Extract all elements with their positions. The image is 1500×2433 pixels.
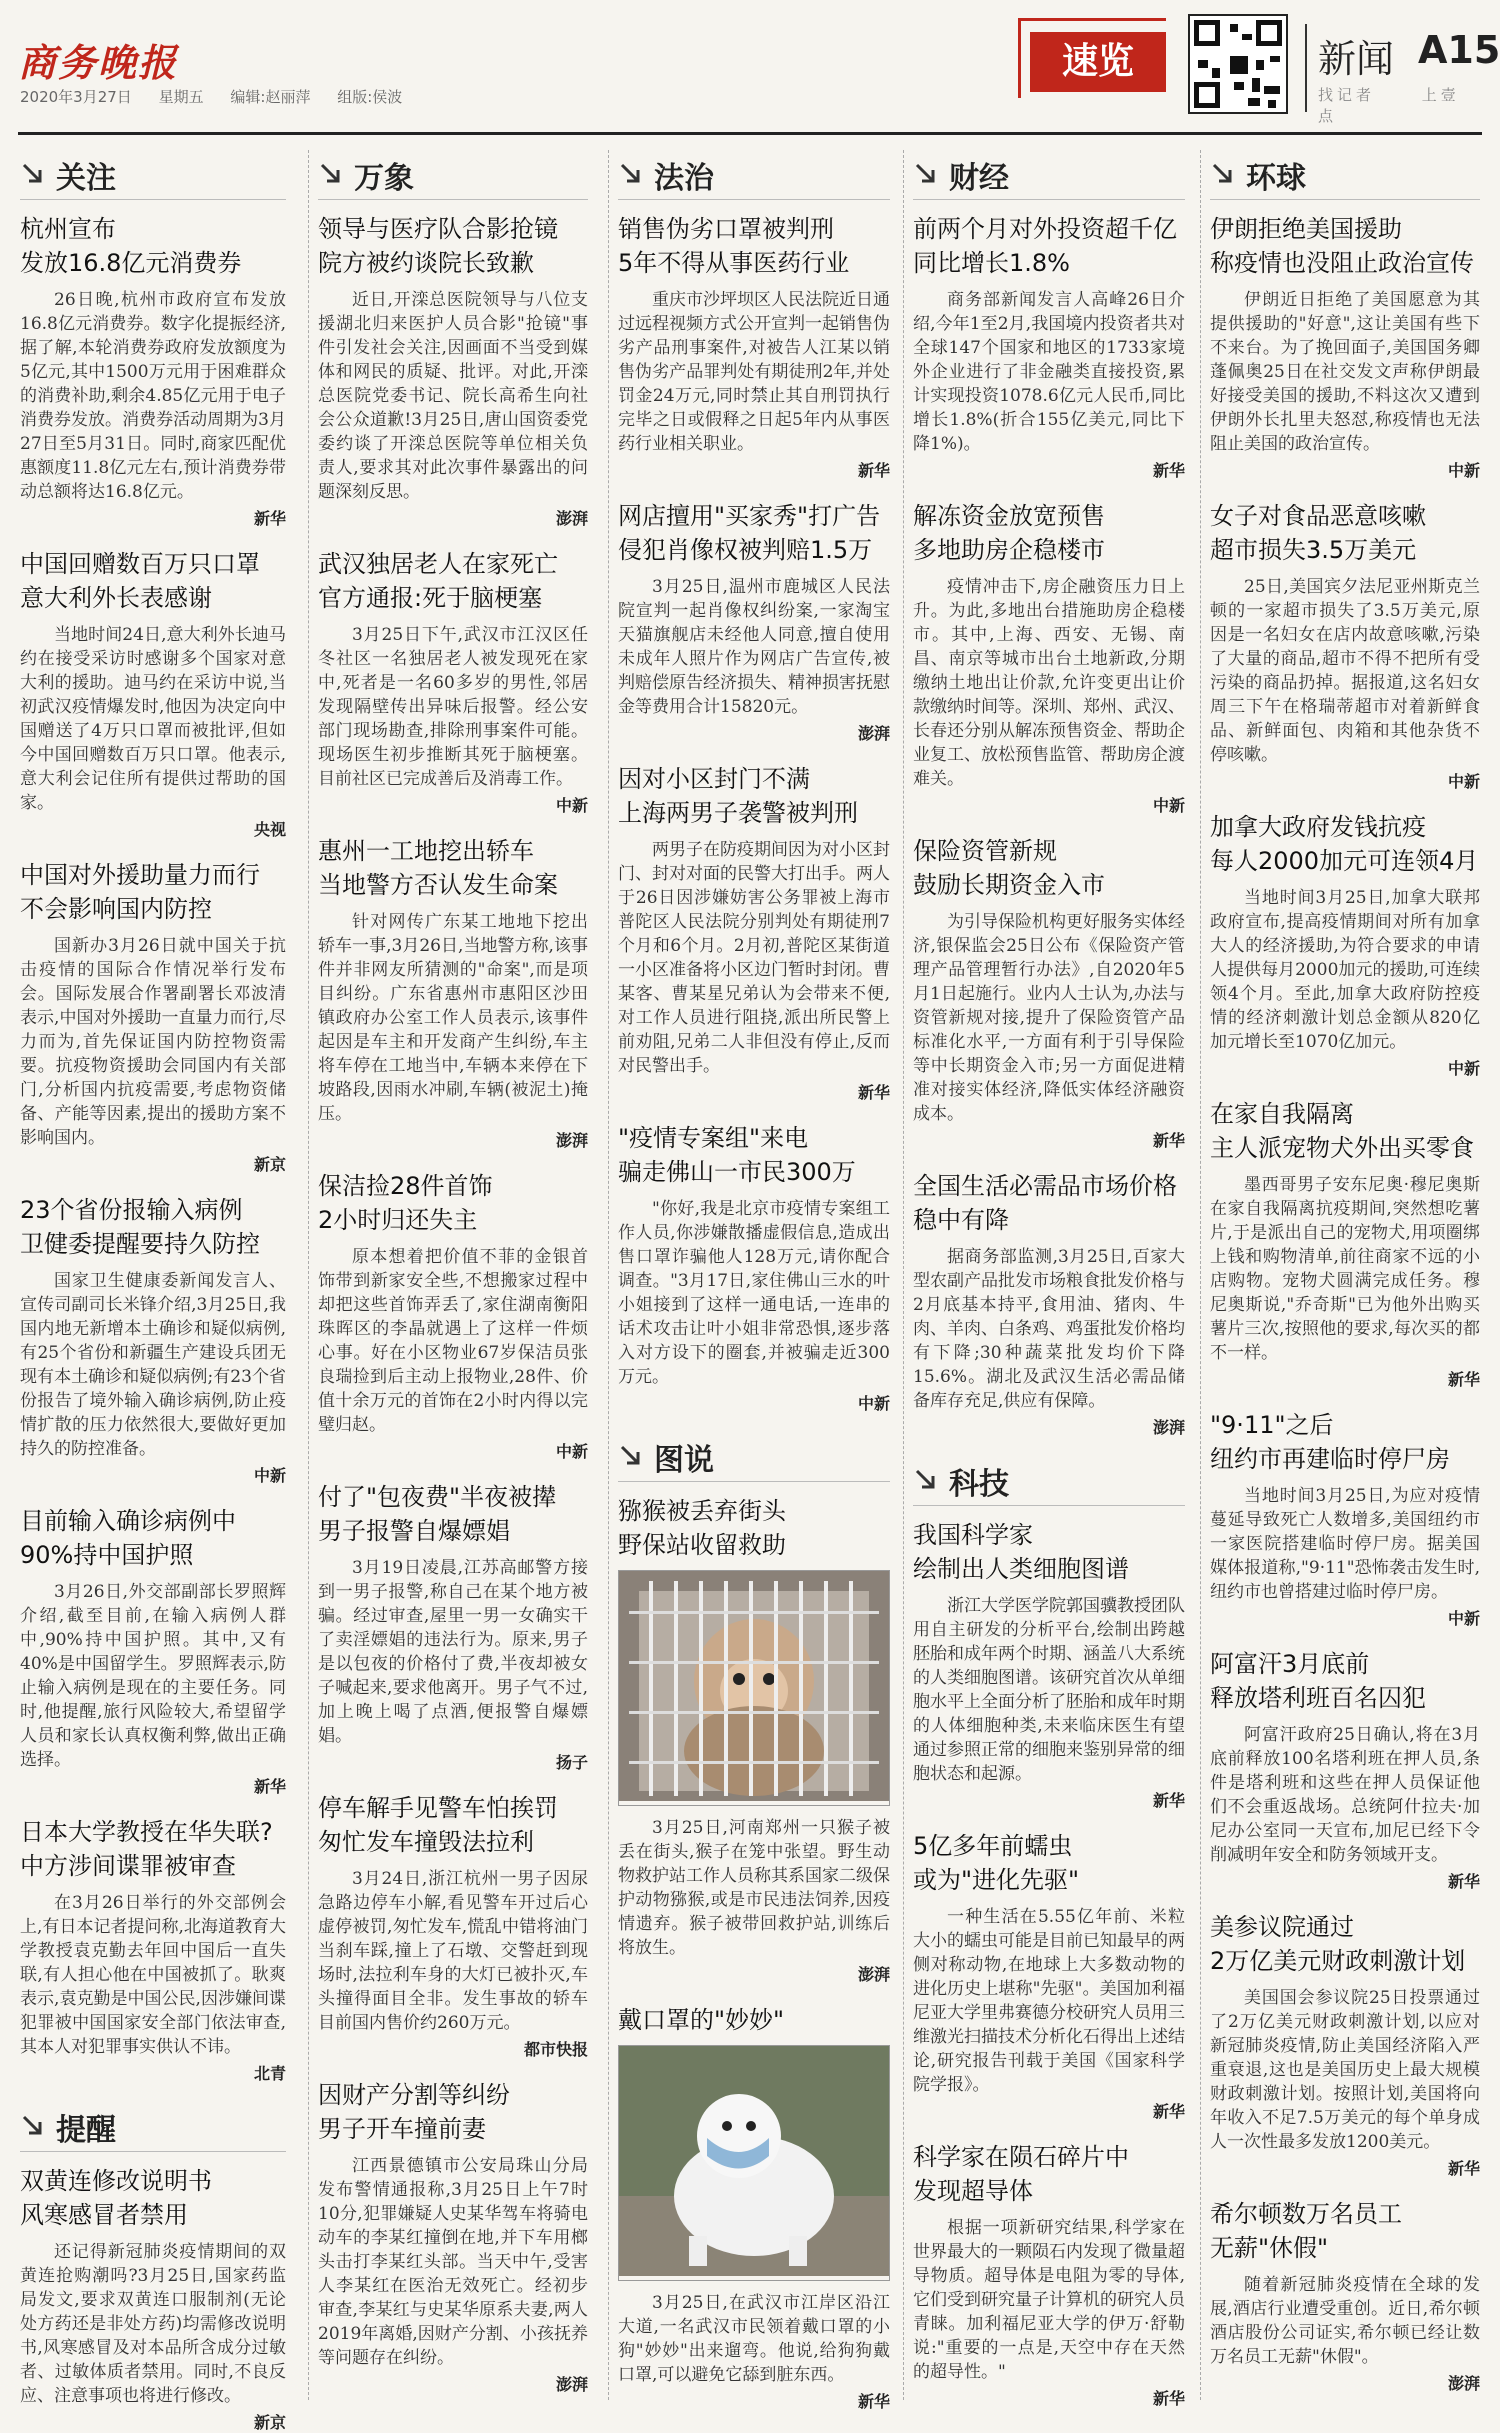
news-column: [618, 150, 890, 2411]
article-source: 中新: [253, 1466, 286, 1485]
article-body: 疫情冲击下,房企融资压力日上升。为此,多地出台措施助房企稳楼市。其中,上海、西安、无锡、南昌、南京等城市出台土地新政,分期缴纳土地出让价款,允许变更出让价款缴纳时间等。深圳、郑州、武汉、长春还分别从解冻预售资金、帮助企业复工、放松预售监管、帮助房企渡难关。: [913, 577, 1185, 789]
headline-line: 超市损失3.5万美元: [1210, 536, 1417, 564]
headline-line: 日本大学教授在华失联?: [20, 1818, 273, 1846]
section-label: 提醒: [56, 2112, 116, 2148]
headline-line: 发放16.8亿元消费券: [20, 249, 242, 277]
headline[interactable]: [318, 834, 588, 902]
headline-line: 2万亿美元财政刺激计划: [1210, 1947, 1466, 1975]
news-column: [318, 150, 588, 2400]
section-header: [318, 150, 588, 200]
layout-credit: 组版:侯波: [337, 88, 403, 106]
masthead-rule: [18, 132, 1482, 136]
article-source: 澎湃: [1447, 2374, 1480, 2393]
article: [20, 547, 286, 840]
article-source: 新华: [1152, 2389, 1185, 2408]
photo-source: 新华: [857, 2392, 890, 2411]
article-body: 一种生活在5.55亿年前、米粒大小的蠕虫可能是目前已知最早的两侧对称动物,在地球上大多数动物的进化历史上堪称"先驱"。美国加利福尼亚大学里弗赛德分校研究人员用三维激光扫描技术分析化石得出上述结论,研究报告刊载于美国《国家科学院学报》。: [913, 1907, 1185, 2095]
article-body: 美国国会参议院25日投票通过了2万亿美元财政刺激计划,以应对新冠肺炎疫情,防止美国经济陷入严重衰退,这也是美国历史上最大规模财政刺激计划。按照计划,美国将向年收入不足7.5万美元的每个单身成人一次性最多发放1200美元。: [1210, 1988, 1480, 2152]
article: [618, 212, 890, 481]
headline-line: 伊朗拒绝美国援助: [1210, 215, 1402, 243]
article: [318, 1480, 588, 1773]
section-label: 环球: [1246, 160, 1306, 196]
headline[interactable]: [618, 499, 890, 567]
headline-line: 领导与医疗队合影抢镜: [318, 215, 558, 243]
photo-story: [618, 2003, 890, 2412]
headline-line: 侵犯肖像权被判赔1.5万: [618, 536, 873, 564]
article: [318, 1169, 588, 1462]
headline-line: 我国科学家: [913, 1521, 1033, 1549]
issue-info: [20, 86, 424, 107]
arrow-icon: [913, 161, 941, 189]
dog-photo[interactable]: [618, 2045, 890, 2281]
headline-line: 在家自我隔离: [1210, 1100, 1354, 1128]
article: [913, 1518, 1185, 1811]
arrow-icon: [913, 1467, 941, 1495]
article-body: 3月19日凌晨,江苏高邮警方接到一男子报警,称自己在某个地方被骗。经过审查,屋里一男一女确实干了卖淫嫖娼的违法行为。原来,男子是以包夜的价格付了费,半夜却被女子喊起来,要求他离开。男子气不过,加上晚上喝了点酒,便报警自爆嫖娼。: [318, 1558, 588, 1746]
article: [20, 2164, 286, 2433]
monkey-photo[interactable]: [618, 1570, 890, 1806]
headline-line: 不会影响国内防控: [20, 895, 212, 923]
headline-line: 风寒感冒者禁用: [20, 2201, 188, 2229]
article: [913, 1169, 1185, 1438]
headline[interactable]: [913, 834, 1185, 902]
article-body: 墨西哥男子安东尼奥·穆尼奥斯在家自我隔离抗疫期间,突然想吃薯片,于是派出自己的宠物犬,用项圈绑上钱和购物清单,前往商家不远的小店购物。宠物犬圆满完成任务。穆尼奥斯说,"乔奇斯"已为他外出购买薯片三次,按照他的要求,每次买的都不一样。: [1210, 1175, 1480, 1363]
article-source: 北青: [253, 2064, 286, 2083]
headline-line: 因对小区封门不满: [618, 765, 810, 793]
article-body: 阿富汗政府25日确认,将在3月底前释放100名塔利班在押人员,条件是塔利班和这些在押人员保证他们不会重返战场。总统阿什拉夫·加尼办公室同一天宣布,加尼已经下令削减明年安全和防务领域开支。: [1210, 1725, 1480, 1865]
article: [20, 858, 286, 1175]
article: [618, 1121, 890, 1414]
article-source: 央视: [253, 820, 286, 839]
headline-line: 保险资管新规: [913, 837, 1057, 865]
headline-line: 前两个月对外投资超千亿: [913, 215, 1177, 243]
article-source: 中新: [857, 1394, 890, 1413]
section-label: 关注: [56, 160, 116, 196]
article: [1210, 1408, 1480, 1629]
article-body: 近日,开滦总医院领导与八位支援湖北归来医护人员合影"抢镜"事件引发社会关注,因画面不当受到媒体和网民的质疑、批评。对此,开滦总医院党委书记、院长高希生向社会公众道歉!3月25日,唐山国资委党委约谈了开滦总医院等单位相关负责人,要求其对此次事件暴露出的问题深刻反思。: [318, 290, 588, 502]
headline[interactable]: [913, 499, 1185, 567]
headline-line: 男子报警自爆嫖娼: [318, 1517, 510, 1545]
article-body: 3月25日,温州市鹿城区人民法院宣判一起肖像权纠纷案,一家淘宝天猫旗舰店未经他人同意,擅自使用未成年人照片作为网店广告宣传,被判赔偿原告经济损失、精神损害抚慰金等费用合计15820元。: [618, 577, 890, 717]
headline-line: 当地警方否认发生命案: [318, 871, 558, 899]
article-body: 针对网传广东某工地地下挖出轿车一事,3月26日,当地警方称,该事件并非网友所猜测的"命案",而是项目纠纷。广东省惠州市惠阳区沙田镇政府办公室工作人员表示,该事件起因是车主和开发商产生纠纷,车主将车停在工地当中,车辆本来停在下坡路段,因雨水冲刷,车辆(被泥土)掩压。: [318, 912, 588, 1124]
article: [913, 2140, 1185, 2409]
news-column: [20, 150, 286, 2432]
article-source: 新华: [1152, 2102, 1185, 2121]
article-body: 重庆市沙坪坝区人民法院近日通过远程视频方式公开宣判一起销售伪劣产品刑事案件,对被告人江某以销售伪劣产品罪判处有期徒刑2年,并处罚金24万元,同时禁止其自刑罚执行完毕之日或假释之日起5年内从事医药行业相关职业。: [618, 290, 890, 454]
headline-line: 因财产分割等纠纷: [318, 2081, 510, 2109]
headline[interactable]: [1210, 212, 1480, 280]
headline[interactable]: [618, 212, 890, 280]
headline-line: 双黄连修改说明书: [20, 2167, 212, 2195]
article: [1210, 1647, 1480, 1892]
headline-line: 目前输入确诊病例中: [20, 1507, 236, 1535]
quick-read-badge: 速览: [1030, 32, 1166, 92]
headline[interactable]: [20, 1193, 286, 1261]
news-column: [1210, 150, 1480, 2400]
article-source: 新华: [253, 509, 286, 528]
section-label: 万象: [354, 160, 414, 196]
article-source: 新华: [857, 1083, 890, 1102]
headline-line: 每人2000加元可连领4月: [1210, 847, 1479, 875]
article-source: 新京: [253, 2413, 286, 2432]
headline-line: 加拿大政府发钱抗疫: [1210, 813, 1426, 841]
article-body: 国家卫生健康委新闻发言人、宣传司副司长米锋介绍,3月25日,我国内地无新增本土确诊和疑似病例,有25个省份和新疆生产建设兵团无现有本土确诊和疑似病例;有23个省份报告了境外输入确诊病例,防止疫情扩散的压力依然很大,要做好更加持久的防控准备。: [20, 1271, 286, 1459]
headline-line: "疫情专案组"来电: [618, 1124, 809, 1152]
article: [618, 762, 890, 1103]
arrow-icon: [1210, 161, 1238, 189]
section-label: 科技: [949, 1466, 1009, 1502]
article-body: 浙江大学医学院郭国骥教授团队用自主研发的分析平台,绘制出跨越胚胎和成年两个时期、涵盖八大系统的人类细胞图谱。该研究首次从单细胞水平上全面分析了胚胎和成年时期的人体细胞种类,未来临床医生有望通过参照正常的细胞来鉴别异常的细胞状态和起源。: [913, 1596, 1185, 1784]
article-body: 伊朗近日拒绝了美国愿意为其提供援助的"好意",这让美国有些下不来台。为了挽回面子,美国国务卿蓬佩奥25日在社交发文声称伊朗最好接受美国的援助,不料这次又遭到伊朗外长扎里夫怒怼,称疫情也无法阻止美国的政治宣传。: [1210, 290, 1480, 454]
article-source: 新华: [253, 1777, 286, 1796]
article: [1210, 810, 1480, 1079]
issue-date: 2020年3月27日: [20, 88, 132, 106]
headline-line: 停车解手见警车怕挨罚: [318, 1794, 558, 1822]
headline[interactable]: [20, 212, 286, 280]
article-source: 中新: [1447, 461, 1480, 480]
article: [1210, 2197, 1480, 2394]
article: [1210, 1910, 1480, 2179]
headline-line: 男子开车撞前妻: [318, 2115, 486, 2143]
headline-line: 23个省份报输入病例: [20, 1196, 243, 1224]
article: [20, 1504, 286, 1797]
headline-line: 发现超导体: [913, 2177, 1033, 2205]
article-body: 3月24日,浙江杭州一男子因尿急路边停车小解,看见警车开过后心虚停被罚,匆忙发车,慌乱中错将油门当刹车踩,撞上了石墩、交警赶到现场时,法拉利车身的大灯已被扑灭,车头撞得面目全非。发生事故的轿车目前国内售价约260万元。: [318, 1869, 588, 2033]
article-source: 新华: [857, 461, 890, 480]
section-header: [618, 1432, 890, 1482]
article-body: 3月25日下午,武汉市江汉区任冬社区一名独居老人被发现死在家中,死者是一名60多岁的男性,邻居发现隔壁传出异味后报警。经公安部门现场勘查,排除刑事案件可能。现场医生初步推断其死于脑梗塞。目前社区已完成善后及消毒工作。: [318, 625, 588, 789]
headline[interactable]: [913, 1169, 1185, 1237]
article-source: 扬子: [555, 1753, 588, 1772]
article-source: 新华: [1447, 1872, 1480, 1891]
article-source: 中新: [555, 1442, 588, 1461]
section-header: [913, 1456, 1185, 1506]
editor-credit: 编辑:赵丽萍: [230, 88, 311, 106]
article-body: 原本想着把价值不菲的金银首饰带到新家安全些,不想搬家过程中却把这些首饰弄丢了,家住湖南衡阳珠晖区的李晶就遇上了这样一件烦心事。好在小区物业67岁保洁员张良瑞捡到后主动上报物业,28件、价值十余万元的首饰在2小时内得以完璧归赵。: [318, 1247, 588, 1435]
section-label: 财经: [949, 160, 1009, 196]
article-body: 国新办3月26日就中国关于抗击疫情的国际合作情况举行发布会。国际发展合作署副署长邓波清表示,中国对外援助一直量力而行,尽力而为,首先保证国内防控物资需要。抗疫物资援助会同国内有关部门,分析国内抗疫需要,考虑物资储备、产能等因素,提出的援助方案不影响国内。: [20, 936, 286, 1148]
headline-line: 5年不得从事医药行业: [618, 249, 850, 277]
headline-line: 意大利外长表感谢: [20, 584, 212, 612]
headline[interactable]: [618, 762, 890, 830]
headline-line: 中国对外援助量力而行: [20, 861, 260, 889]
headline-line: 无薪"休假": [1210, 2234, 1329, 2262]
headline-line: "9·11"之后: [1210, 1411, 1334, 1439]
article: [913, 212, 1185, 481]
headline-line: 院方被约谈院长致歉: [318, 249, 534, 277]
headline[interactable]: [20, 2164, 286, 2232]
article-body: 25日,美国宾夕法尼亚州斯克兰顿的一家超市损失了3.5万美元,原因是一名妇女在店内故意咳嗽,污染了大量的商品,超市不得不把所有受污染的商品扔掉。据报道,这名妇女周三下午在格瑞蒂超市对着新鲜食品、新鲜面包、肉箱和其他杂货不停咳嗽。: [1210, 577, 1480, 765]
article-source: 中新: [1447, 772, 1480, 791]
headline-line: 美参议院通过: [1210, 1913, 1354, 1941]
reporter-contacts: [1318, 84, 1482, 126]
headline-line: 武汉独居老人在家死亡: [318, 550, 558, 578]
article: [20, 1193, 286, 1486]
article-source: 中新: [1447, 1059, 1480, 1078]
article-source: 新华: [1447, 2159, 1480, 2178]
headline-line: 野保站收留救助: [618, 1531, 786, 1559]
article: [318, 2078, 588, 2395]
headline[interactable]: [318, 2078, 588, 2146]
section-header: [20, 2102, 286, 2152]
article-source: 新华: [1152, 461, 1185, 480]
column-divider: [308, 150, 309, 2400]
headline-line: 同比增长1.8%: [913, 249, 1070, 277]
article-source: 中新: [1152, 796, 1185, 815]
section-header: [20, 150, 286, 200]
headline-line: 纽约市再建临时停尸房: [1210, 1445, 1450, 1473]
headline-line: 阿富汗3月底前: [1210, 1650, 1370, 1678]
arrow-icon: [618, 161, 646, 189]
article: [618, 499, 890, 744]
article-source: 澎湃: [1152, 1418, 1185, 1437]
article-source: 中新: [555, 796, 588, 815]
headline-line: 科学家在陨石碎片中: [913, 2143, 1129, 2171]
article-source: 澎湃: [555, 1131, 588, 1150]
article-body: 还记得新冠肺炎疫情期间的双黄连抢购潮吗?3月25日,国家药监局发文,要求双黄连口服制剂(无论处方药还是非处方药)均需修改说明书,风寒感冒及对本品所含成分过敏者、过敏体质者禁用。同时,不良反应、注意事项也将进行修改。: [20, 2242, 286, 2406]
headline-line: 惠州一工地挖出轿车: [318, 837, 534, 865]
article-body: 商务部新闻发言人高峰26日介绍,今年1至2月,我国境内投资者共对全球147个国家和地区的1733家境外企业进行了非金融类直接投资,累计实现投资1078.6亿元人民币,同比增长1.8%(折合155亿美元,同比下降1%)。: [913, 290, 1185, 454]
column-divider: [903, 150, 904, 2400]
headline-line: 猕猴被丢弃街头: [618, 1497, 786, 1525]
headline-line: 称疫情也没阻止政治宣传: [1210, 249, 1474, 277]
headline[interactable]: [318, 547, 588, 615]
headline-line: 希尔顿数万名员工: [1210, 2200, 1402, 2228]
reporter-contact-1: 找记者: [1318, 86, 1376, 104]
headline-line: 2小时归还失主: [318, 1206, 478, 1234]
headline[interactable]: [1210, 810, 1480, 878]
newspaper-logo: 商务晚报: [18, 40, 179, 85]
article-source: 澎湃: [555, 2375, 588, 2394]
page-number: A15: [1418, 28, 1500, 72]
photo-caption: 3月25日,在武汉市江岸区沿江大道,一名武汉市民领着戴口罩的小狗"妙妙"出来遛弯。他说,给狗狗戴口罩,可以避免它舔到脏东西。: [618, 2293, 890, 2385]
headline-line: 匆忙发车撞毁法拉利: [318, 1828, 534, 1856]
article-body: 3月26日,外交部副部长罗照辉介绍,截至目前,在输入病例人群中,90%持中国护照。其中,又有40%是中国留学生。罗照辉表示,防止输入病例是现在的主要任务。同时,他提醒,旅行风险较大,希望留学人员和家长认真权衡利弊,做出正确选择。: [20, 1582, 286, 1770]
headline-line: 稳中有降: [913, 1206, 1009, 1234]
article-source: 中新: [1447, 1609, 1480, 1628]
column-divider: [1200, 150, 1201, 2400]
headline[interactable]: [913, 1518, 1185, 1586]
article-source: 澎湃: [857, 724, 890, 743]
headline[interactable]: [318, 1480, 588, 1548]
arrow-icon: [618, 1443, 646, 1471]
article-body: 为引导保险机构更好服务实体经济,银保监会25日公布《保险资产管理产品管理暂行办法》,自2020年5月1日起施行。业内人士认为,办法与资管新规对接,提升了保险资管产品标准化水平,一方面有利于引导保险等中长期资金入市;另一方面促进精准对接实体经济,降低实体经济融资成本。: [913, 912, 1185, 1124]
headline[interactable]: [1210, 1408, 1480, 1476]
section-label: 法治: [654, 160, 714, 196]
article-body: 当地时间3月25日,为应对疫情蔓延导致死亡人数增多,美国纽约市一家医院搭建临时停尸房。据美国媒体报道称,"9·11"恐怖袭击发生时,纽约市也曾搭建过临时停尸房。: [1210, 1486, 1480, 1602]
headline-line: 骗走佛山一市民300万: [618, 1158, 856, 1186]
article-body: 当地时间24日,意大利外长迪马约在接受采访时感谢多个国家对意大利的援助。迪马约在采访中说,当初武汉疫情爆发时,他因为决定向中国赠送了4万只口罩而被批评,但如今中国回赠数百万只口罩。他表示,意大利会记住所有提供过帮助的国家。: [20, 625, 286, 813]
headline-line: 杭州宣布: [20, 215, 116, 243]
headline-line: 中国回赠数百万只口罩: [20, 550, 260, 578]
article: [20, 212, 286, 529]
headline[interactable]: [20, 1504, 286, 1572]
article-source: 新京: [253, 1155, 286, 1174]
article-body: 随着新冠肺炎疫情在全球的发展,酒店行业遭受重创。近日,希尔顿酒店股份公司证实,希尔顿已经让数万名员工无薪"休假"。: [1210, 2275, 1480, 2367]
arrow-icon: [318, 161, 346, 189]
headline[interactable]: [1210, 1910, 1480, 1978]
headline[interactable]: [20, 547, 286, 615]
article-body: 当地时间3月25日,加拿大联邦政府宣布,提高疫情期间对所有加拿大人的经济援助,为符合要求的申请人提供每月2000加元的援助,可连续领4个月。至此,加拿大政府防控疫情的经济刺激计划总金额从820亿加元增长至1070亿加元。: [1210, 888, 1480, 1052]
headline-line: 女子对食品恶意咳嗽: [1210, 502, 1426, 530]
headline[interactable]: [318, 212, 588, 280]
photo-headline[interactable]: [618, 2003, 890, 2037]
section-header: [618, 150, 890, 200]
article: [318, 834, 588, 1151]
reporter-contact-2: 上壹点: [1318, 86, 1460, 125]
headline-line: 官方通报:死于脑梗塞: [318, 584, 543, 612]
article: [318, 547, 588, 816]
headline-line: 戴口罩的"妙妙": [618, 2006, 785, 2034]
article-source: 都市快报: [523, 2040, 588, 2059]
headline[interactable]: [913, 1829, 1185, 1897]
headline[interactable]: [913, 2140, 1185, 2208]
headline-line: 卫健委提醒要持久防控: [20, 1230, 260, 1258]
article-body: 26日晚,杭州市政府宣布发放16.8亿元消费券。数字化提振经济,据了解,本轮消费券政府发放额度为5亿元,其中1500万元用于困难群众的消费补助,剩余4.85亿元用于电子消费券发放。消费券活动周期为3月27日至5月31日。同时,商家匹配优惠额度11.8亿元左右,预计消费券带动总额将达16.8亿元。: [20, 290, 286, 502]
headline-line: 释放塔利班百名囚犯: [1210, 1684, 1426, 1712]
section-header: [913, 150, 1185, 200]
headline[interactable]: [318, 1169, 588, 1237]
headline[interactable]: [1210, 2197, 1480, 2265]
article-body: 在3月26日举行的外交部例会上,有日本记者提问称,北海道教育大学教授袁克勤去年回中国后一直失联,有人担心他在中国被抓了。耿爽表示,袁克勤是中国公民,因涉嫌间谍犯罪被中国国家安全部门依法审查,其本人对犯罪事实供认不讳。: [20, 1893, 286, 2057]
headline-line: 上海两男子袭警被判刑: [618, 799, 858, 827]
headline-line: 销售伪劣口罩被判刑: [618, 215, 834, 243]
article-body: 据商务部监测,3月25日,百家大型农副产品批发市场粮食批发价格与2月底基本持平,食用油、猪肉、牛肉、羊肉、白条鸡、鸡蛋批发价格均有下降;30种蔬菜批发均价下降15.6%。湖北及武汉生活必需品储备库存充足,供应有保障。: [913, 1247, 1185, 1411]
headline-line: 付了"包夜费"半夜被撵: [318, 1483, 557, 1511]
headline[interactable]: [1210, 499, 1480, 567]
article-source: 新华: [1152, 1791, 1185, 1810]
headline[interactable]: [318, 1791, 588, 1859]
article-source: 新华: [1447, 1370, 1480, 1389]
headline[interactable]: [1210, 1097, 1480, 1165]
article: [318, 1791, 588, 2060]
headline-line: 中方涉间谍罪被审查: [20, 1852, 236, 1880]
headline[interactable]: [20, 1815, 286, 1883]
headline[interactable]: [913, 212, 1185, 280]
issue-weekday: 星期五: [158, 88, 204, 106]
section-name: 新闻: [1318, 37, 1395, 81]
article-source: 澎湃: [555, 509, 588, 528]
article: [913, 1829, 1185, 2122]
header-divider: [1305, 24, 1307, 112]
article-source: 新华: [1152, 1131, 1185, 1150]
article: [318, 212, 588, 529]
article: [1210, 212, 1480, 481]
headline-line: 5亿多年前蠕虫: [913, 1832, 1073, 1860]
photo-source: 澎湃: [857, 1965, 890, 1984]
article-body: 两男子在防疫期间因为对小区封门、封对对面的民警大打出手。两人于26日因涉嫌妨害公务罪被上海市普陀区人民法院分别判处有期徒刑7个月和6个月。2月初,普陀区某街道一小区准备将小区边门暂时封闭。曹某客、曹某星兄弟认为会带来不便,对工作人员进行阻挠,派出所民警上前劝阻,兄弟二人非但没有停止,反而对民警出手。: [618, 840, 890, 1076]
headline-line: 解冻资金放宽预售: [913, 502, 1105, 530]
headline[interactable]: [20, 858, 286, 926]
article: [913, 499, 1185, 816]
headline-line: 多地助房企稳楼市: [913, 536, 1105, 564]
column-divider: [608, 150, 609, 2400]
headline-line: 或为"进化先驱": [913, 1866, 1080, 1894]
news-column: [913, 150, 1185, 2408]
headline[interactable]: [618, 1121, 890, 1189]
headline-line: 网店擅用"买家秀"打广告: [618, 502, 881, 530]
article: [20, 1815, 286, 2084]
photo-caption: 3月25日,河南郑州一只猴子被丢在街头,猴子在笼中张望。野生动物救护站工作人员称其系国家二级保护动物猕猴,或是市民违法饲养,因疫情遗弃。猴子被带回救护站,训练后将放生。: [618, 1818, 890, 1958]
headline-line: 90%持中国护照: [20, 1541, 194, 1569]
headline-line: 绘制出人类细胞图谱: [913, 1555, 1129, 1583]
headline-line: 鼓励长期资金入市: [913, 871, 1105, 899]
article: [913, 834, 1185, 1151]
arrow-icon: [20, 161, 48, 189]
article-body: "你好,我是北京市疫情专案组工作人员,你涉嫌散播虚假信息,造成出售口罩诈骗他人128万元,请你配合调查。"3月17日,家住佛山三水的叶小姐接到了这样一通电话,一连串的话术攻击让叶小姐非常恐惧,逐步落入对方设下的圈套,并被骗走近300万元。: [618, 1199, 890, 1387]
headline-line: 保洁捡28件首饰: [318, 1172, 493, 1200]
photo-headline[interactable]: [618, 1494, 890, 1562]
headline-line: 主人派宠物犬外出买零食: [1210, 1134, 1474, 1162]
article: [1210, 499, 1480, 792]
arrow-icon: [20, 2113, 48, 2141]
photo-story: [618, 1494, 890, 1985]
article: [1210, 1097, 1480, 1390]
article-body: 根据一项新研究结果,科学家在世界最大的一颗陨石内发现了微量超导物质。超导体是电阻为零的导体,它们受到研究量子计算机的研究人员青睐。加利福尼亚大学的伊万·舒勒说:"重要的一点是,天空中存在天然的超导性。": [913, 2218, 1185, 2382]
section-label: 图说: [654, 1442, 714, 1478]
qr-code-icon[interactable]: [1188, 14, 1288, 114]
headline-line: 全国生活必需品市场价格: [913, 1172, 1177, 1200]
masthead: [18, 10, 1500, 140]
section-header: [1210, 150, 1480, 200]
article-body: 江西景德镇市公安局珠山分局发布警情通报称,3月25日上午7时10分,犯罪嫌疑人史某华驾车将骑电动车的李某红撞倒在地,并下车用榔头击打李某红头部。当天中午,受害人李某红在医治无效死亡。经初步审查,李某红与史某华原系夫妻,两人2019年离婚,因财产分割、小孩抚养等问题存在纠纷。: [318, 2156, 588, 2368]
headline[interactable]: [1210, 1647, 1480, 1715]
